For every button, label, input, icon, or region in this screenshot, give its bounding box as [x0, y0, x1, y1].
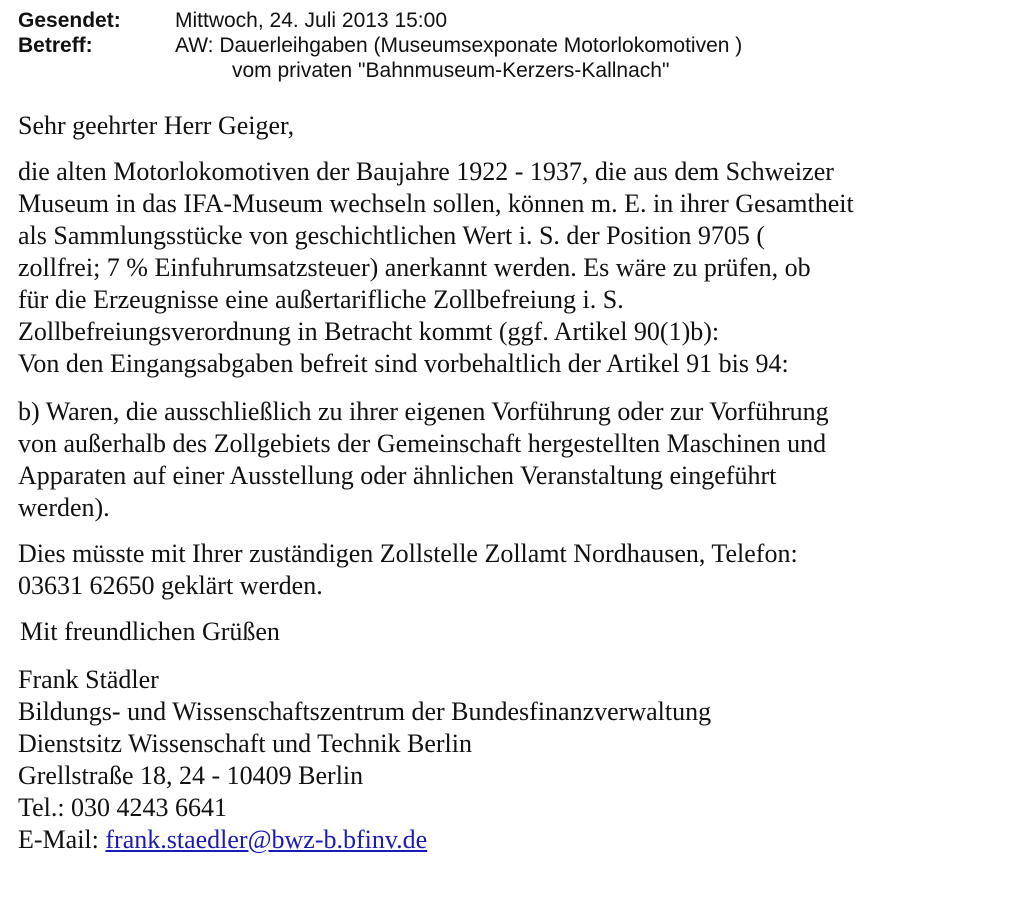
sent-label: Gesendet: [18, 9, 121, 32]
paragraph-3 [18, 538, 1018, 602]
subject-row [18, 33, 742, 58]
signature-name: Frank Städler [18, 665, 159, 694]
paragraph-line: als Sammlungsstücke von geschichtlichen Wert i. S. der Position 9705 ( [18, 221, 766, 250]
closing: Mit freundlichen Grüßen [20, 617, 280, 646]
paragraph-line: für die Erzeugnisse eine außertarifliche Zollbefreiung i. S. [18, 285, 624, 314]
subject-value-line2: vom privaten "Bahnmuseum-Kerzers-Kallnach" [232, 59, 670, 82]
signature-email-row [18, 824, 1018, 856]
paragraph-2 [18, 396, 1018, 524]
paragraph-line: Dies müsste mit Ihrer zuständigen Zollstelle Zollamt Nordhausen, Telefon: [18, 539, 798, 568]
signature-block [18, 664, 1018, 856]
email-header [18, 8, 742, 83]
email-label: E-Mail: [18, 825, 106, 854]
paragraph-line: zollfrei; 7 % Einfuhrumsatzsteuer) anerkannt werden. Es wäre zu prüfen, ob [18, 253, 811, 282]
sent-row [18, 8, 742, 33]
paragraph-line: die alten Motorlokomotiven der Baujahre 1922 - 1937, die aus dem Schweizer [18, 157, 834, 186]
greeting: Sehr geehrter Herr Geiger, [18, 111, 295, 140]
signature-address: Grellstraße 18, 24 - 10409 Berlin [18, 761, 364, 790]
paragraph-line: b) Waren, die ausschließlich zu ihrer eigenen Vorführung oder zur Vorführung [18, 397, 829, 426]
paragraph-line: werden). [18, 493, 110, 522]
signature-office: Dienstsitz Wissenschaft und Technik Berlin [18, 729, 472, 758]
paragraph-line: Von den Eingangsabgaben befreit sind vorbehaltlich der Artikel 91 bis 94: [18, 349, 789, 378]
email-link[interactable]: frank.staedler@bwz-b.bfinv.de [105, 825, 428, 854]
paragraph-1 [18, 156, 1018, 380]
email-body [18, 110, 1018, 856]
signature-phone: Tel.: 030 4243 6641 [18, 793, 228, 822]
paragraph-line: von außerhalb des Zollgebiets der Gemeinschaft hergestellten Maschinen und [18, 429, 827, 458]
paragraph-line: Museum in das IFA-Museum wechseln sollen, können m. E. in ihrer Gesamtheit [18, 189, 854, 218]
signature-org: Bildungs- und Wissenschaftszentrum der Bundesfinanzverwaltung [18, 697, 712, 726]
subject-value-line1: AW: Dauerleihgaben (Museumsexponate Motorlokomotiven ) [175, 34, 743, 57]
paragraph-line: Zollbefreiungsverordnung in Betracht kommt (ggf. Artikel 90(1)b): [18, 317, 720, 346]
paragraph-line: 03631 62650 geklärt werden. [18, 571, 323, 600]
subject-label: Betreff: [18, 34, 93, 57]
paragraph-line: Apparaten auf einer Ausstellung oder ähnlichen Veranstaltung eingeführt [18, 461, 777, 490]
sent-value: Mittwoch, 24. Juli 2013 15:00 [175, 9, 447, 32]
